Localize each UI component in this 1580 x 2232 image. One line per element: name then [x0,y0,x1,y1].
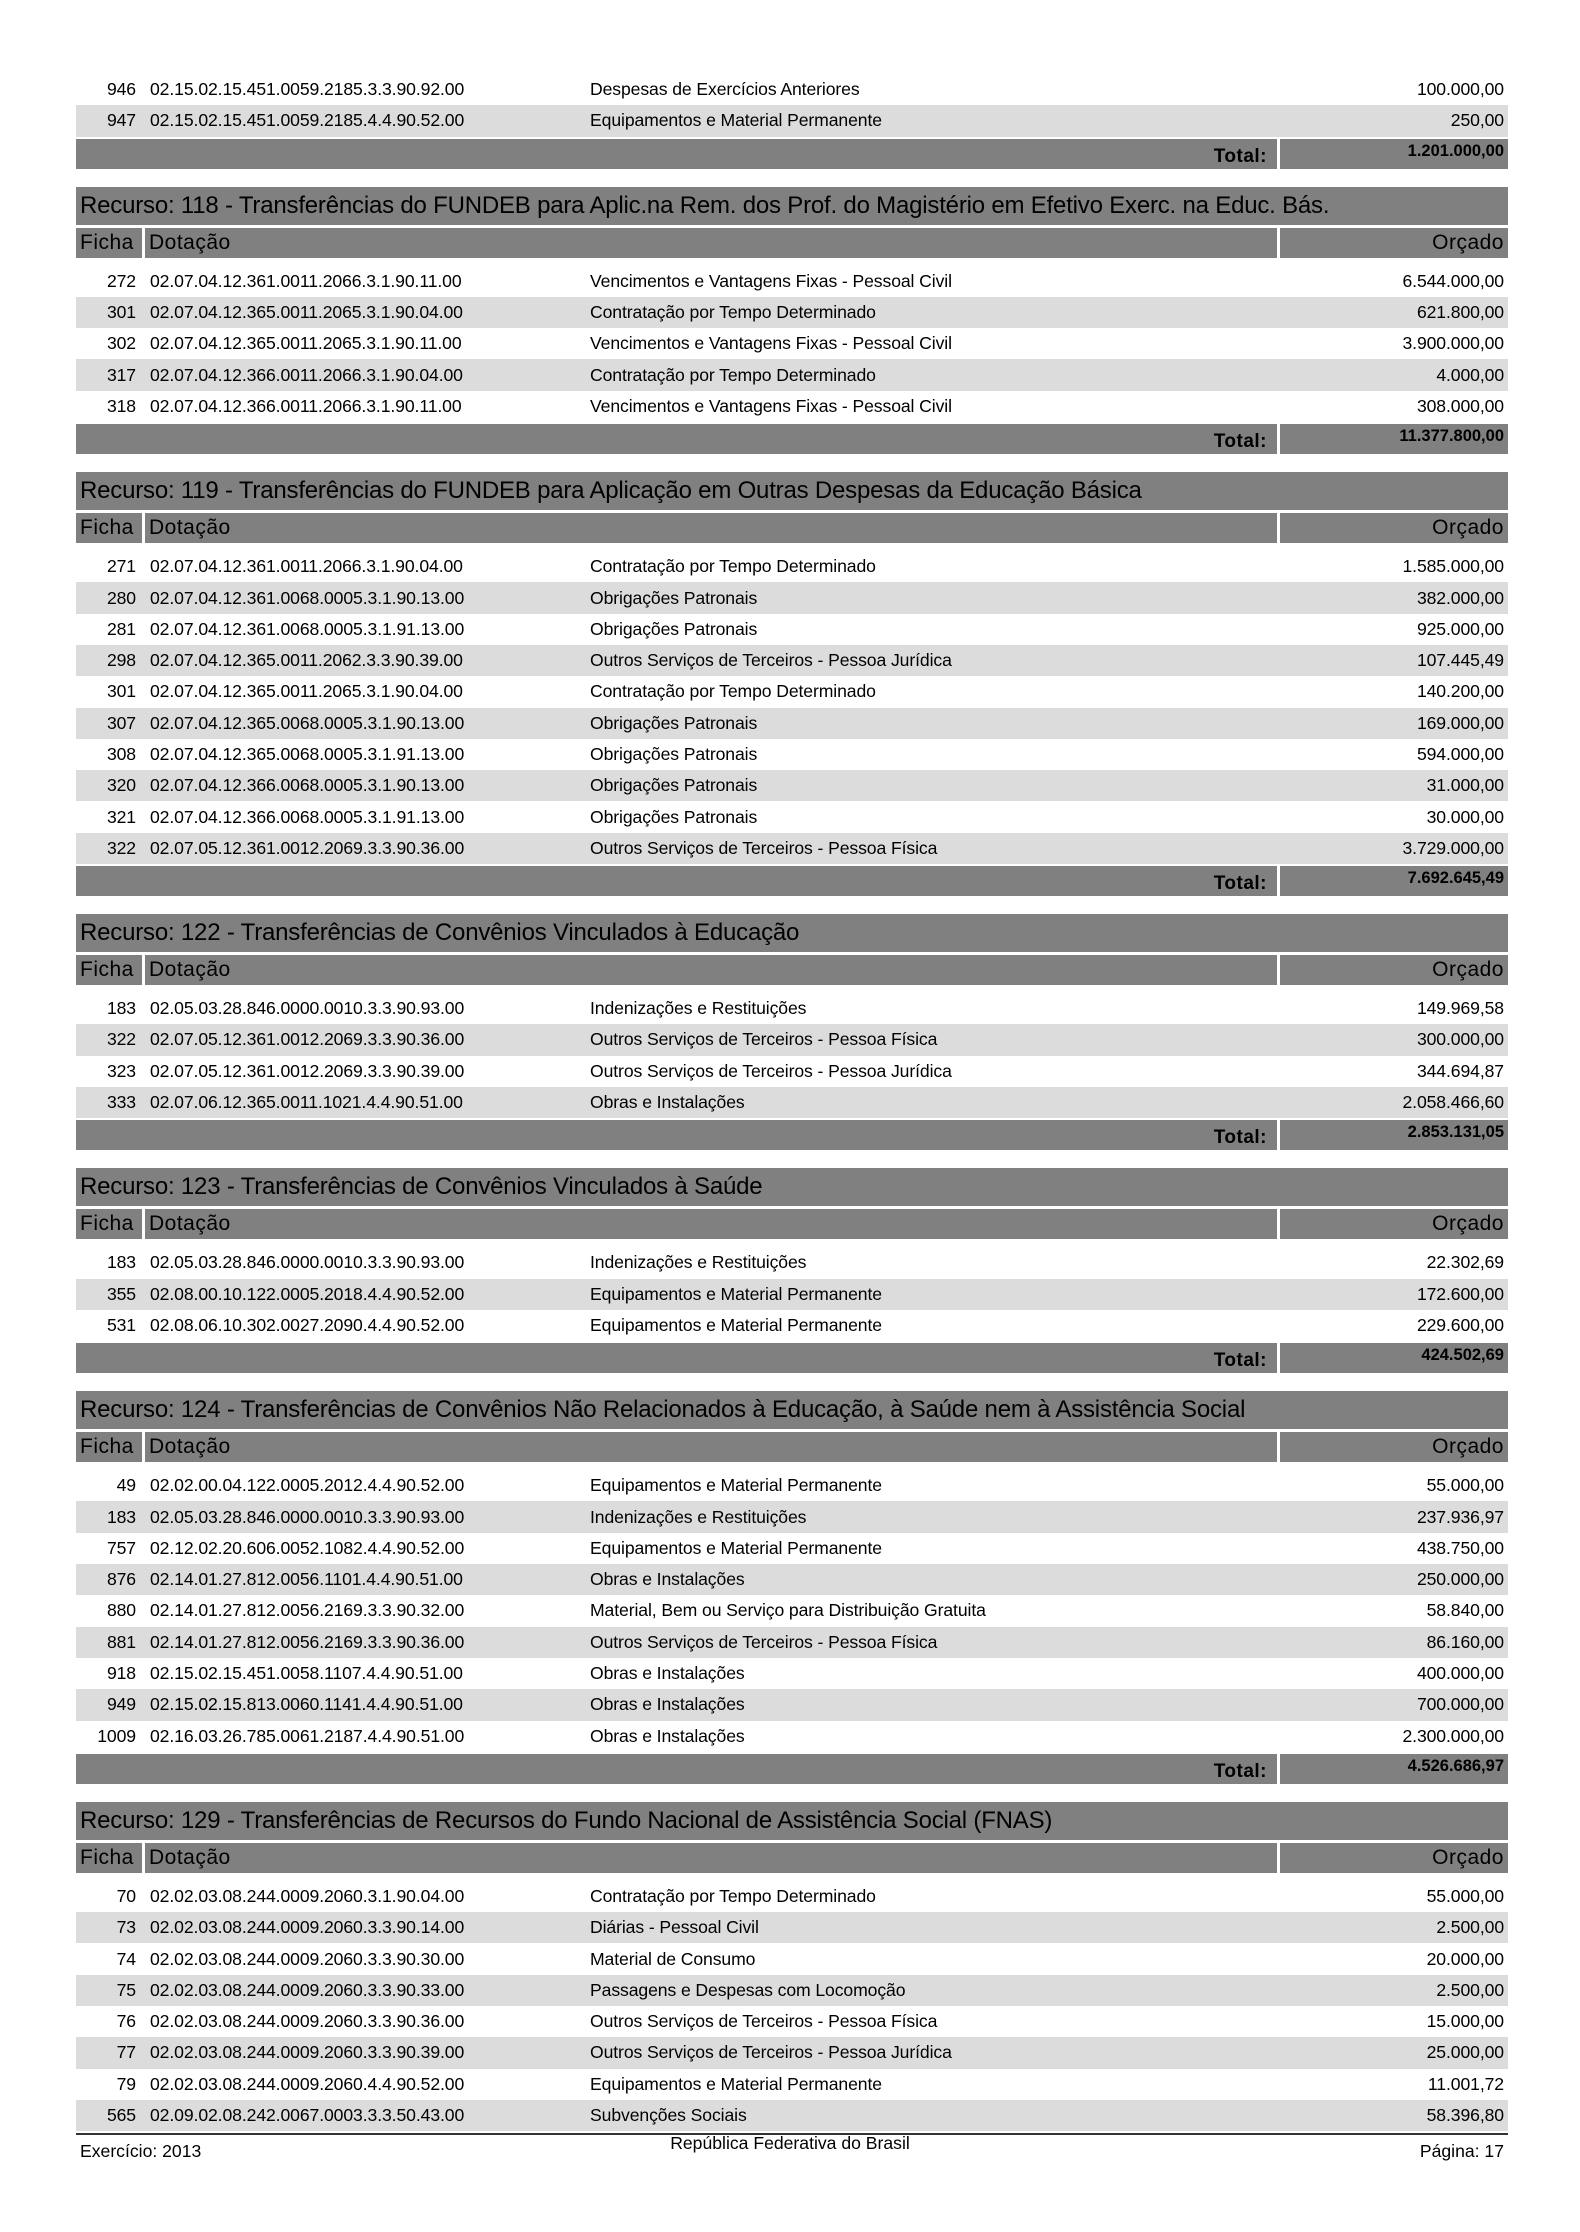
ficha-cell: 918 [106,1663,136,1684]
ficha-cell: 876 [106,1569,136,1590]
descricao-cell: Obras e Instalações [590,1663,745,1684]
header-orcado: Orçado [1280,1209,1508,1239]
descricao-cell: Outros Serviços de Terceiros - Pessoa Física [590,837,938,858]
descricao-cell: Vencimentos e Vantagens Fixas - Pessoal Civil [590,270,952,291]
table-row [76,359,1508,390]
header-dotacao: Dotação [145,513,1277,543]
valor-cell: 250,00 [1450,110,1504,131]
valor-cell: 11.001,72 [1427,2073,1504,2094]
total-label: Total: [76,139,1277,169]
total-row [76,139,1508,169]
descricao-cell: Vencimentos e Vantagens Fixas - Pessoal Civil [590,333,952,354]
descricao-cell: Obrigações Patronais [590,806,758,827]
valor-cell: 925.000,00 [1416,618,1504,639]
ficha-cell: 947 [106,110,136,131]
header-orcado: Orçado [1280,228,1508,258]
table-row [76,645,1508,676]
descricao-cell: Indenizações e Restituições [590,1506,807,1527]
valor-cell: 2.500,00 [1436,1979,1504,2000]
descricao-cell: Contratação por Tempo Determinado [590,302,876,323]
valor-cell: 237.936,97 [1416,1506,1504,1527]
ficha-cell: 949 [106,1694,136,1715]
table-row [76,1024,1508,1055]
column-headers [76,955,1508,985]
descricao-cell: Indenizações e Restituições [590,1252,807,1273]
ficha-cell: 79 [116,2073,136,2094]
valor-cell: 438.750,00 [1416,1537,1504,1558]
ficha-cell: 281 [106,618,136,639]
valor-cell: 700.000,00 [1416,1694,1504,1715]
valor-cell: 172.600,00 [1416,1283,1504,1304]
table-row [76,993,1508,1024]
descricao-cell: Passagens e Despesas com Locomoção [590,1979,906,2000]
descricao-cell: Outros Serviços de Terceiros - Pessoa Jurídica [590,1060,952,1081]
header-dotacao: Dotação [145,1432,1277,1462]
total-value: 11.377.800,00 [1280,424,1508,454]
valor-cell: 25.000,00 [1426,2042,1504,2063]
descricao-cell: Equipamentos e Material Permanente [590,1314,882,1335]
ficha-cell: 302 [106,333,136,354]
table-row [76,1533,1508,1564]
ficha-cell: 183 [106,1506,136,1527]
column-headers [76,1209,1508,1239]
valor-cell: 400.000,00 [1416,1663,1504,1684]
dotacao-cell: 02.07.04.12.366.0011.2066.3.1.90.04.00 [150,364,463,385]
table-row [76,105,1508,136]
dotacao-cell: 02.08.00.10.122.0005.2018.4.4.90.52.00 [150,1283,465,1304]
column-headers [76,513,1508,543]
dotacao-cell: 02.07.05.12.361.0012.2069.3.3.90.36.00 [150,1029,465,1050]
dotacao-cell: 02.09.02.08.242.0067.0003.3.3.50.43.00 [150,2105,465,2126]
dotacao-cell: 02.15.02.15.451.0058.1107.4.4.90.51.00 [150,1663,463,1684]
valor-cell: 107.445,49 [1416,650,1504,671]
ficha-cell: 317 [106,364,136,385]
section-title: Recurso: 118 - Transferências do FUNDEB para Aplic.na Rem. dos Prof. do Magistério em Efetivo Exerc. na Educ. Bás. [76,187,1508,225]
valor-cell: 22.302,69 [1426,1252,1504,1273]
footer-exercicio: Exercício: 2013 [80,2141,202,2161]
descricao-cell: Outros Serviços de Terceiros - Pessoa Física [590,1631,938,1652]
valor-cell: 58.396,80 [1426,2105,1504,2126]
table-row [76,1689,1508,1720]
ficha-cell: 74 [116,1948,136,1969]
section-title: Recurso: 123 - Transferências de Convênios Vinculados à Saúde [76,1168,1508,1206]
recurso-section [76,1391,1508,1784]
descricao-cell: Obras e Instalações [590,1694,745,1715]
valor-cell: 2.300.000,00 [1402,1725,1504,1746]
total-row [76,424,1508,454]
ficha-cell: 757 [106,1537,136,1558]
table-row [76,391,1508,422]
section-title: Recurso: 129 - Transferências de Recursos do Fundo Nacional de Assistência Social (FNAS) [76,1802,1508,1840]
descricao-cell: Obras e Instalações [590,1569,745,1590]
table-row [76,2069,1508,2100]
descricao-cell: Obras e Instalações [590,1092,745,1113]
total-label: Total: [76,1754,1277,1784]
dotacao-cell: 02.02.03.08.244.0009.2060.3.1.90.04.00 [150,1885,465,1906]
header-orcado: Orçado [1280,1843,1508,1873]
ficha-cell: 301 [106,302,136,323]
table-row [76,1056,1508,1087]
descricao-cell: Equipamentos e Material Permanente [590,1283,882,1304]
ficha-cell: 318 [106,395,136,416]
table-row [76,1595,1508,1626]
table-row [76,2100,1508,2131]
footer-page-number: Página: 17 [1419,2141,1504,2161]
descricao-cell: Contratação por Tempo Determinado [590,681,876,702]
table-row [76,1247,1508,1278]
table-row [76,1627,1508,1658]
valor-cell: 30.000,00 [1426,806,1504,827]
total-row [76,1120,1508,1150]
ficha-cell: 1009 [97,1725,136,1746]
total-value: 7.692.645,49 [1280,866,1508,896]
table-row [76,1310,1508,1341]
table-row [76,1470,1508,1501]
total-label: Total: [76,866,1277,896]
descricao-cell: Equipamentos e Material Permanente [590,2073,882,2094]
valor-cell: 4.000,00 [1436,364,1504,385]
ficha-cell: 881 [106,1631,136,1652]
dotacao-cell: 02.02.03.08.244.0009.2060.3.3.90.36.00 [150,2011,465,2032]
valor-cell: 3.900.000,00 [1402,333,1504,354]
total-row [76,866,1508,896]
valor-cell: 140.200,00 [1416,681,1504,702]
ficha-cell: 880 [106,1600,136,1621]
header-dotacao: Dotação [145,955,1277,985]
dotacao-cell: 02.15.02.15.451.0059.2185.3.3.90.92.00 [150,79,465,100]
ficha-cell: 272 [106,270,136,291]
header-orcado: Orçado [1280,513,1508,543]
dotacao-cell: 02.14.01.27.812.0056.2169.3.3.90.32.00 [150,1600,465,1621]
section-title: Recurso: 122 - Transferências de Convênios Vinculados à Educação [76,914,1508,952]
descricao-cell: Diárias - Pessoal Civil [590,1917,759,1938]
descricao-cell: Despesas de Exercícios Anteriores [590,79,860,100]
header-dotacao: Dotação [145,228,1277,258]
header-ficha: Ficha [76,1209,142,1239]
header-ficha: Ficha [76,955,142,985]
ficha-cell: 946 [106,79,136,100]
table-row [76,2037,1508,2068]
table-row [76,1943,1508,1974]
dotacao-cell: 02.07.04.12.366.0011.2066.3.1.90.11.00 [150,395,462,416]
table-row [76,708,1508,739]
dotacao-cell: 02.07.04.12.365.0011.2065.3.1.90.04.00 [150,302,463,323]
descricao-cell: Obrigações Patronais [590,744,758,764]
descricao-cell: Material de Consumo [590,1948,756,1969]
descricao-cell: Contratação por Tempo Determinado [590,1885,876,1906]
table-row [76,1279,1508,1310]
recurso-section [76,472,1508,896]
table-row [76,328,1508,359]
recurso-section [76,1802,1508,2131]
table-row [76,297,1508,328]
descricao-cell: Outros Serviços de Terceiros - Pessoa Jurídica [590,650,952,671]
ficha-cell: 301 [106,681,136,702]
header-ficha: Ficha [76,228,142,258]
ficha-cell: 271 [106,556,136,577]
valor-cell: 308.000,00 [1416,395,1504,416]
dotacao-cell: 02.07.04.12.365.0068.0005.3.1.91.13.00 [150,744,465,764]
dotacao-cell: 02.07.04.12.366.0068.0005.3.1.91.13.00 [150,806,465,827]
dotacao-cell: 02.12.02.20.606.0052.1082.4.4.90.52.00 [150,1537,465,1558]
ficha-cell: 333 [106,1092,136,1113]
total-row [76,1754,1508,1784]
dotacao-cell: 02.05.03.28.846.0000.0010.3.3.90.93.00 [150,998,465,1019]
table-row [76,1912,1508,1943]
ficha-cell: 77 [116,2042,136,2063]
ficha-cell: 49 [116,1475,136,1496]
header-dotacao: Dotação [145,1209,1277,1239]
column-headers [76,1432,1508,1462]
recurso-section [76,1168,1508,1373]
table-row [76,1721,1508,1752]
dotacao-cell: 02.07.04.12.366.0068.0005.3.1.90.13.00 [150,775,465,796]
valor-cell: 621.800,00 [1416,302,1504,323]
descricao-cell: Outros Serviços de Terceiros - Pessoa Física [590,1029,938,1050]
table-row [76,74,1508,105]
dotacao-cell: 02.02.03.08.244.0009.2060.3.3.90.14.00 [150,1917,465,1938]
descricao-cell: Subvenções Sociais [590,2105,747,2126]
table-row [76,1087,1508,1118]
valor-cell: 86.160,00 [1426,1631,1504,1652]
recurso-section [76,187,1508,454]
valor-cell: 594.000,00 [1416,744,1504,764]
valor-cell: 58.840,00 [1426,1600,1504,1621]
valor-cell: 169.000,00 [1416,712,1504,733]
dotacao-cell: 02.07.04.12.361.0068.0005.3.1.90.13.00 [150,587,465,608]
valor-cell: 382.000,00 [1416,587,1504,608]
descricao-cell: Obras e Instalações [590,1725,745,1746]
header-orcado: Orçado [1280,1432,1508,1462]
table-row [76,1658,1508,1689]
total-row [76,1343,1508,1373]
ficha-cell: 76 [116,2011,136,2032]
valor-cell: 2.500,00 [1436,1917,1504,1938]
total-value: 1.201.000,00 [1280,139,1508,169]
total-label: Total: [76,1343,1277,1373]
ficha-cell: 355 [106,1283,136,1304]
valor-cell: 229.600,00 [1416,1314,1504,1335]
dotacao-cell: 02.16.03.26.785.0061.2187.4.4.90.51.00 [150,1725,465,1746]
table-row [76,614,1508,645]
table-row [76,266,1508,297]
dotacao-cell: 02.07.04.12.365.0011.2065.3.1.90.04.00 [150,681,463,702]
ficha-cell: 183 [106,1252,136,1273]
descricao-cell: Equipamentos e Material Permanente [590,110,882,131]
valor-cell: 6.544.000,00 [1402,270,1504,291]
descricao-cell: Obrigações Patronais [590,712,758,733]
dotacao-cell: 02.02.00.04.122.0005.2012.4.4.90.52.00 [150,1475,465,1496]
section-title: Recurso: 119 - Transferências do FUNDEB para Aplicação em Outras Despesas da Educação Básica [76,472,1508,510]
total-value: 2.853.131,05 [1280,1120,1508,1150]
table-row [76,551,1508,582]
dotacao-cell: 02.05.03.28.846.0000.0010.3.3.90.93.00 [150,1506,465,1527]
table-row [76,1501,1508,1532]
ficha-cell: 531 [106,1314,136,1335]
dotacao-cell: 02.15.02.15.451.0059.2185.4.4.90.52.00 [150,110,465,131]
ficha-cell: 320 [106,775,136,796]
footer-title: República Federativa do Brasil [670,2133,910,2153]
ficha-cell: 323 [106,1060,136,1081]
column-headers [76,228,1508,258]
descricao-cell: Equipamentos e Material Permanente [590,1475,882,1496]
ficha-cell: 308 [106,744,136,764]
table-row [76,739,1508,770]
dotacao-cell: 02.07.04.12.361.0068.0005.3.1.91.13.00 [150,618,465,639]
ficha-cell: 70 [116,1885,136,1906]
total-label: Total: [76,1120,1277,1150]
table-row [76,676,1508,707]
dotacao-cell: 02.05.03.28.846.0000.0010.3.3.90.93.00 [150,1252,465,1273]
ficha-cell: 298 [106,650,136,671]
dotacao-cell: 02.02.03.08.244.0009.2060.4.4.90.52.00 [150,2073,465,2094]
ficha-cell: 322 [106,837,136,858]
valor-cell: 300.000,00 [1416,1029,1504,1050]
descricao-cell: Contratação por Tempo Determinado [590,364,876,385]
dotacao-cell: 02.14.01.27.812.0056.2169.3.3.90.36.00 [150,1631,465,1652]
descricao-cell: Material, Bem ou Serviço para Distribuição Gratuita [590,1600,986,1621]
descricao-cell: Outros Serviços de Terceiros - Pessoa Física [590,2011,938,2032]
valor-cell: 344.694,87 [1416,1060,1504,1081]
dotacao-cell: 02.02.03.08.244.0009.2060.3.3.90.39.00 [150,2042,465,2063]
descricao-cell: Obrigações Patronais [590,587,758,608]
dotacao-cell: 02.02.03.08.244.0009.2060.3.3.90.30.00 [150,1948,465,1969]
ficha-cell: 183 [106,998,136,1019]
descricao-cell: Outros Serviços de Terceiros - Pessoa Jurídica [590,2042,952,2063]
header-dotacao: Dotação [145,1843,1277,1873]
table-row [76,770,1508,801]
descricao-cell: Vencimentos e Vantagens Fixas - Pessoal Civil [590,395,952,416]
dotacao-cell: 02.02.03.08.244.0009.2060.3.3.90.33.00 [150,1979,465,2000]
budget-document [76,74,1508,2131]
table-row [76,1975,1508,2006]
table-row [76,1564,1508,1595]
recurso-section [76,914,1508,1150]
valor-cell: 15.000,00 [1426,2011,1504,2032]
total-value: 424.502,69 [1280,1343,1508,1373]
valor-cell: 2.058.466,60 [1402,1092,1504,1113]
column-headers [76,1843,1508,1873]
descricao-cell: Equipamentos e Material Permanente [590,1537,882,1558]
dotacao-cell: 02.07.05.12.361.0012.2069.3.3.90.39.00 [150,1060,465,1081]
descricao-cell: Obrigações Patronais [590,775,758,796]
descricao-cell: Obrigações Patronais [590,618,758,639]
valor-cell: 3.729.000,00 [1402,837,1504,858]
valor-cell: 55.000,00 [1426,1885,1504,1906]
header-ficha: Ficha [76,1432,142,1462]
header-ficha: Ficha [76,1843,142,1873]
dotacao-cell: 02.07.04.12.365.0011.2062.3.3.90.39.00 [150,650,463,671]
valor-cell: 31.000,00 [1426,775,1504,796]
dotacao-cell: 02.15.02.15.813.0060.1141.4.4.90.51.00 [150,1694,463,1715]
dotacao-cell: 02.07.06.12.365.0011.1021.4.4.90.51.00 [150,1092,463,1113]
ficha-cell: 280 [106,587,136,608]
ficha-cell: 322 [106,1029,136,1050]
dotacao-cell: 02.07.04.12.361.0011.2066.3.1.90.11.00 [150,270,462,291]
dotacao-cell: 02.07.04.12.365.0011.2065.3.1.90.11.00 [150,333,462,354]
header-ficha: Ficha [76,513,142,543]
ficha-cell: 321 [106,806,136,827]
total-label: Total: [76,424,1277,454]
ficha-cell: 565 [106,2105,136,2126]
dotacao-cell: 02.08.06.10.302.0027.2090.4.4.90.52.00 [150,1314,465,1335]
descricao-cell: Contratação por Tempo Determinado [590,556,876,577]
descricao-cell: Indenizações e Restituições [590,998,807,1019]
header-orcado: Orçado [1280,955,1508,985]
section-title: Recurso: 124 - Transferências de Convênios Não Relacionados à Educação, à Saúde nem à Assistência Social [76,1391,1508,1429]
ficha-cell: 73 [116,1917,136,1938]
valor-cell: 55.000,00 [1426,1475,1504,1496]
table-row [76,801,1508,832]
table-row [76,833,1508,864]
dotacao-cell: 02.14.01.27.812.0056.1101.4.4.90.51.00 [150,1569,463,1590]
table-row [76,1881,1508,1912]
dotacao-cell: 02.07.05.12.361.0012.2069.3.3.90.36.00 [150,837,465,858]
table-row [76,2006,1508,2037]
ficha-cell: 75 [116,1979,136,2000]
ficha-cell: 307 [106,712,136,733]
dotacao-cell: 02.07.04.12.361.0011.2066.3.1.90.04.00 [150,556,463,577]
dotacao-cell: 02.07.04.12.365.0068.0005.3.1.90.13.00 [150,712,465,733]
total-value: 4.526.686,97 [1280,1754,1508,1784]
valor-cell: 20.000,00 [1426,1948,1504,1969]
table-row [76,582,1508,613]
valor-cell: 250.000,00 [1416,1569,1504,1590]
valor-cell: 100.000,00 [1416,79,1504,100]
valor-cell: 1.585.000,00 [1402,556,1504,577]
valor-cell: 149.969,58 [1416,998,1504,1019]
